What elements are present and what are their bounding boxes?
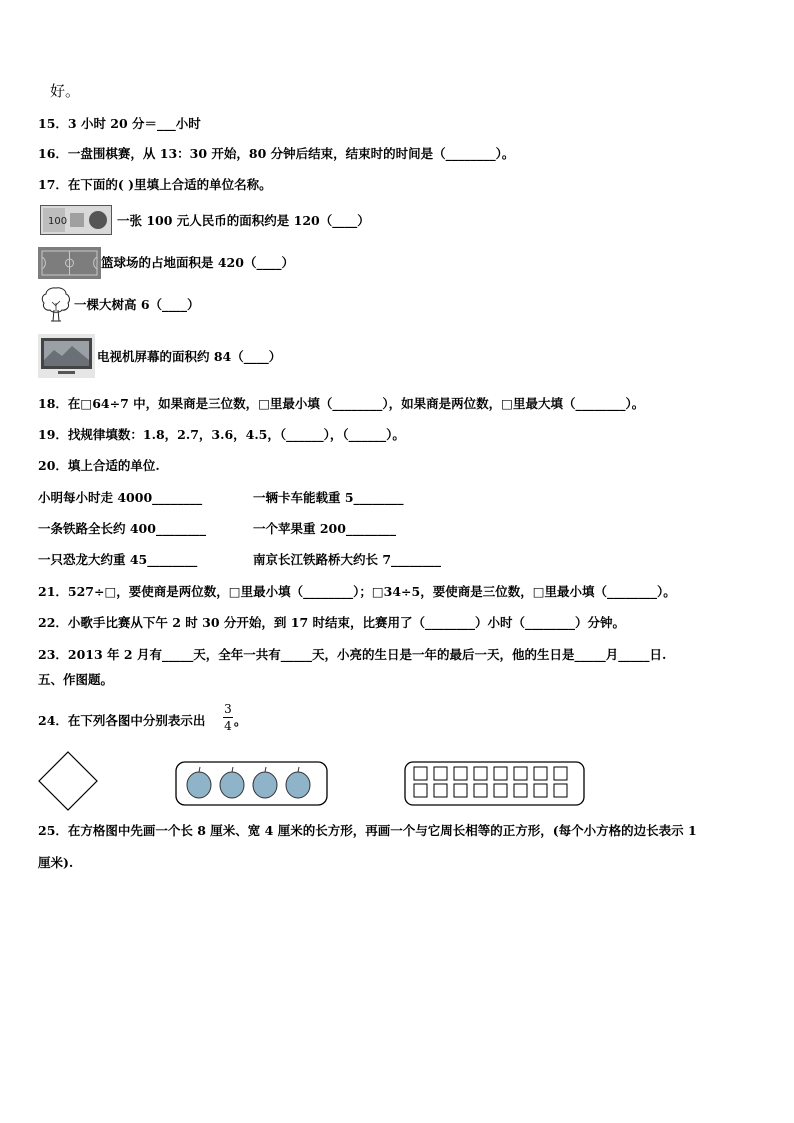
grid-square (514, 767, 527, 780)
grid-square (534, 767, 547, 780)
question-21: 21．527÷□，要使商是两位数，□里最小填（________）；□34÷5，要使商是三位数，□里最小填（________）。 (38, 584, 676, 599)
banknote-image (40, 205, 112, 235)
question-20: 20．填上合适的单位. (38, 458, 160, 473)
grid-square (454, 784, 467, 797)
grid-square (554, 784, 567, 797)
svg-text:100: 100 (48, 216, 68, 227)
basketball-court-image (38, 247, 101, 279)
question-20b: 一辆卡车能载重 5________ (253, 490, 404, 505)
tree-icon (40, 285, 72, 323)
question-20f: 南京长江铁路桥大约长 7________ (253, 552, 442, 567)
question-19: 19．找规律填数：1.8，2.7，3.6，4.5，（______），（______）。 (38, 427, 405, 442)
grid-16-squares-figure (404, 761, 585, 806)
question-22: 22．小歌手比赛从下午 2 时 30 分开始，到 17 时结束，比赛用了（________）小时（________）分钟。 (38, 615, 625, 630)
television-image (38, 334, 95, 378)
grid-square (414, 784, 427, 797)
question-17c: 一棵大树高 6（____） (74, 297, 200, 312)
question-23: 23．2013 年 2 月有_____天，全年一共有_____天，小亮的生日是一年的最后一天，他的生日是_____月_____日. (38, 647, 667, 662)
continued-text: 好。 (50, 82, 81, 100)
question-20e: 一只恐龙大约重 45________ (38, 552, 198, 567)
grid-square (434, 767, 447, 780)
grid-square (454, 767, 467, 780)
question-15: 15．3 小时 20 分＝___小时 (38, 116, 201, 131)
section-5-heading: 五、作图题。 (38, 672, 114, 687)
question-20d: 一个苹果重 200________ (253, 521, 396, 536)
fraction-numerator: 3 (224, 702, 232, 716)
question-17d: 电视机屏幕的面积约 84（____） (97, 349, 282, 364)
four-apples-figure (175, 761, 328, 806)
question-16: 16．一盘围棋赛，从 13：30 开始，80 分钟后结束，结束时的时间是（________）。 (38, 146, 515, 161)
question-17b: 篮球场的占地面积是 420（____） (101, 255, 294, 270)
question-24: 24．在下列各图中分别表示出 (38, 713, 206, 728)
grid-square (494, 784, 507, 797)
grid-square (494, 767, 507, 780)
grid-square (534, 784, 547, 797)
fraction-denominator: 4 (224, 719, 232, 733)
question-24-end: 。 (234, 713, 247, 728)
question-18: 18．在□64÷7 中，如果商是三位数，□里最小填（________），如果商是两位数，□里最大填（________）。 (38, 396, 645, 411)
grid-square (554, 767, 567, 780)
grid-square (474, 784, 487, 797)
question-25-line1: 25．在方格图中先画一个长 8 厘米、宽 4 厘米的长方形，再画一个与它周长相等的正方形，(每个小方格的边长表示 1 (38, 823, 697, 838)
question-20c: 一条铁路全长约 400________ (38, 521, 206, 536)
fraction-bar (223, 717, 233, 718)
grid-square (474, 767, 487, 780)
grid-square (514, 784, 527, 797)
grid-square (414, 767, 427, 780)
question-25-line2: 厘米). (38, 855, 74, 870)
grid-square (434, 784, 447, 797)
question-20a: 小明每小时走 4000________ (38, 490, 203, 505)
diamond-shape (37, 750, 99, 812)
question-17a: 一张 100 元人民币的面积约是 120（____） (117, 213, 370, 228)
question-17: 17．在下面的( )里填上合适的单位名称。 (38, 177, 272, 192)
